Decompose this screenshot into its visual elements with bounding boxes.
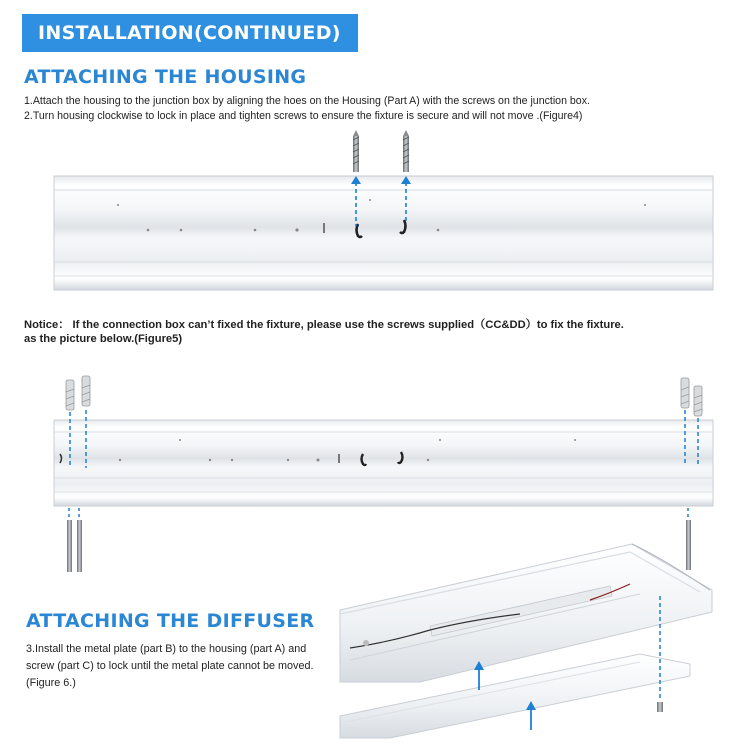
figure-5-housing [54, 420, 713, 506]
diffuser-step-3: 3.Install the metal plate (part B) to the housing (part A) and screw (part C) to lock until the metal plate cannot be moved. (Figure 6.) [26, 643, 314, 689]
section-banner: INSTALLATION(CONTINUED) [22, 14, 358, 52]
diffuser-heading: ATTACHING THE DIFFUSER [26, 610, 315, 632]
notice-line-2: as the picture below.(Figure5) [24, 333, 183, 345]
housing-step-2: 2.Turn housing clockwise to lock in place and tighten screws to ensure the fixture is secure and will not move .(Figure4) [24, 110, 583, 122]
figure-4-housing [54, 176, 713, 290]
notice-line-1: Notice： If the connection box can’t fixed the fixture, please use the screws supplied（CC&DD）to fix the fixture. [24, 319, 624, 331]
housing-step-1: 1.Attach the housing to the junction box by aligning the hoes on the Housing (Part A) with the screws on the junction box. [24, 95, 590, 107]
housing-heading: ATTACHING THE HOUSING [24, 66, 307, 88]
